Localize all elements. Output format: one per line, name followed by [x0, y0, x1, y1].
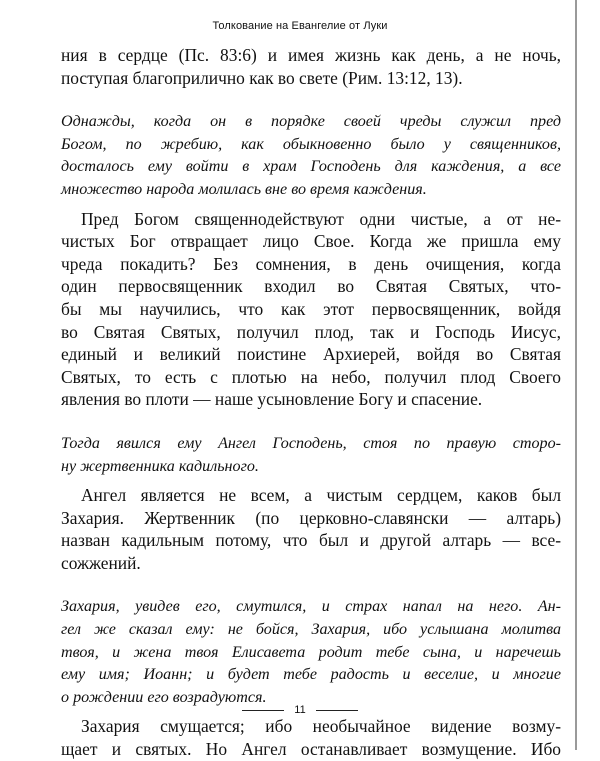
text-line: единый и великий поистине Архиерей, войдя во Святая — [61, 344, 561, 365]
running-header: Толкование на Евангелие от Луки — [212, 20, 388, 32]
page-edge-rule — [575, 0, 577, 750]
footer-rule-right — [316, 710, 358, 711]
text-line: Ангел является не всем, а чистым сердцем, каков был — [81, 485, 561, 506]
quote-line: Богом, по жребию, как обыкновенно было у священников, — [61, 135, 561, 153]
quote-line: Однажды, когда он в порядке своей чреды служил пред — [61, 113, 561, 131]
scripture-quote — [61, 433, 561, 478]
quote-line: множество народа молилась вне во время каждения. — [61, 180, 427, 198]
page-number: 11 — [294, 704, 306, 716]
page-body — [61, 44, 561, 761]
text-line: ния в сердце (Пс. 83:6) и имея жизнь как день, а не ночь, — [61, 45, 561, 65]
text-line: во Святая Святых, получил плод, так и Господь Иисус, — [61, 321, 561, 342]
text-line: чреда покадить? Без сомнения, в день очищения, когда — [61, 253, 561, 274]
text-line: Пред Богом священнодействуют одни чистые, а от не- — [81, 208, 561, 229]
commentary-paragraph — [61, 715, 561, 760]
quote-line: твоя, и жена твоя Елисавета родит тебе сына, и наречешь — [61, 643, 561, 661]
paragraph-continuation — [61, 44, 561, 89]
quote-line: досталось ему войти в храм Господень для каждения, а все — [61, 158, 561, 176]
text-line: один первосвященник входил во Святая Святых, что- — [61, 276, 561, 297]
text-line: назван кадильным потому, что был и другой алтарь — все- — [61, 530, 561, 551]
quote-line: ну жертвенника кадильного. — [61, 457, 259, 475]
footer-rule-left — [242, 710, 284, 711]
text-line: бы мы научились, что как этот первосвященник, войдя — [61, 298, 561, 319]
text-line: Захария смущается; ибо необычайное видение возму- — [81, 716, 561, 737]
scripture-quote — [61, 596, 561, 709]
quote-line: Захария, увидев его, смутился, и страх напал на него. Ан- — [61, 598, 561, 616]
quote-line: Тогда явился ему Ангел Господень, стоя по правую сторо- — [61, 434, 561, 452]
quote-line: гел же сказал ему: не бойся, Захария, ибо услышана молитва — [61, 621, 561, 639]
page-footer — [0, 704, 600, 716]
quote-line: ему имя; Иоанн; и будет тебе радость и веселие, и многие — [61, 666, 561, 684]
text-line: Святых, то есть с плотью на небо, получил плод Своего — [61, 366, 561, 387]
text-line: Захария. Жертвенник (по церковно-славянски — алтарь) — [61, 507, 561, 528]
text-line: явления во плоти — наше усыновление Богу и спасение. — [61, 389, 483, 410]
text-line: чистых Бог отвращает лицо Свое. Когда же пришла ему — [61, 231, 561, 252]
text-line: поступая благоприлично как во свете (Рим. 13:12, 13). — [61, 67, 463, 88]
scripture-quote — [61, 111, 561, 201]
commentary-paragraph — [61, 484, 561, 574]
commentary-paragraph — [61, 208, 561, 411]
text-line: щает и святых. Но Ангел останавливает возмущение. Ибо — [61, 739, 561, 760]
quote-line: о рождении его возрадуются. — [61, 688, 267, 706]
text-line: сожжений. — [61, 552, 141, 573]
